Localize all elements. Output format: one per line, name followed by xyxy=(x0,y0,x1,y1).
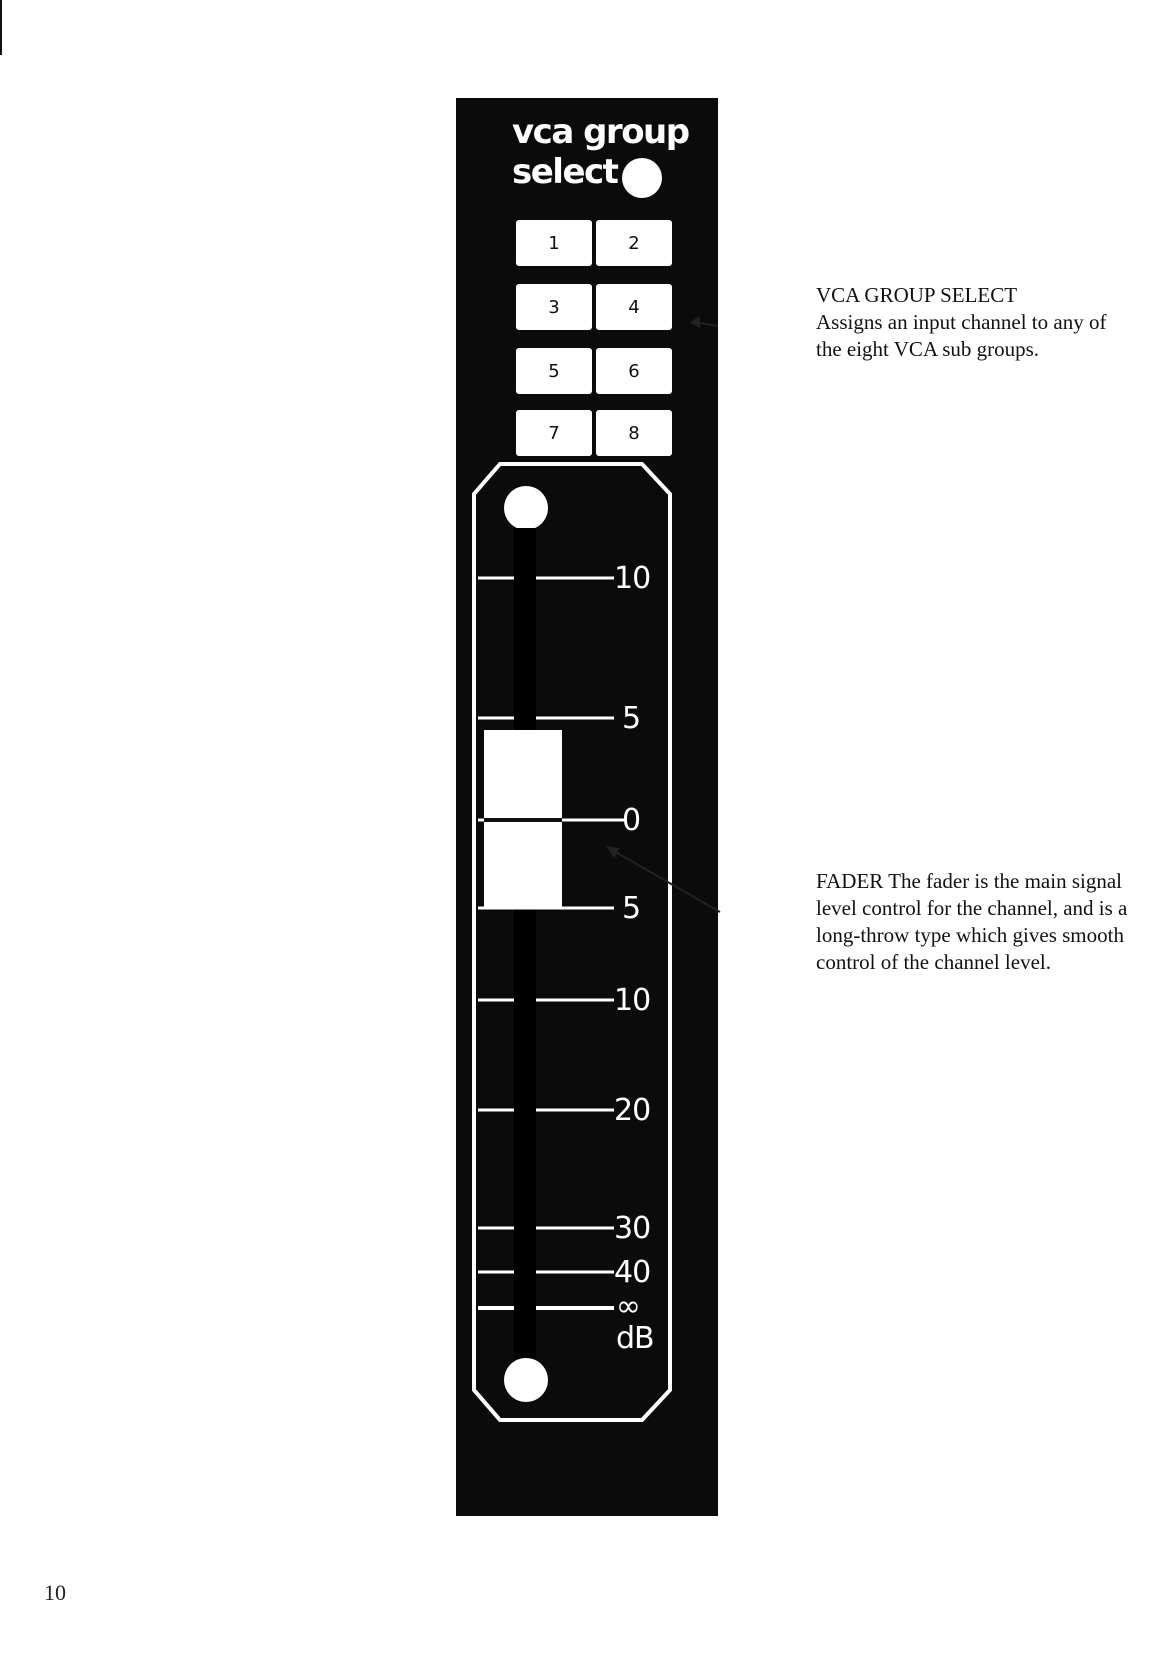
scale-label-minus10: 10 xyxy=(614,983,651,1018)
vca-group-button-7[interactable]: 7 xyxy=(516,410,592,456)
panel-title-line2: select xyxy=(512,152,618,192)
scale-label-minus20: 20 xyxy=(614,1093,651,1128)
scale-label-db-unit: dB xyxy=(616,1321,654,1356)
fader-callout xyxy=(816,868,1136,976)
scale-label-minus40: 40 xyxy=(614,1255,651,1290)
scale-label-plus5: 5 xyxy=(622,701,641,736)
scale-label-plus10: 10 xyxy=(614,561,651,596)
vca-callout-body: Assigns an input channel to any of the eight VCA sub groups. xyxy=(816,310,1107,361)
scale-label-infinity: ∞ xyxy=(616,1289,640,1324)
fader-callout-body: FADER The fader is the main signal level control for the channel, and is a long-throw type which gives smooth control of the channel level. xyxy=(816,869,1128,974)
vca-group-button-4[interactable]: 4 xyxy=(596,284,672,330)
vca-callout-heading: VCA GROUP SELECT xyxy=(816,283,1018,307)
fader-callout-arrow xyxy=(612,850,720,912)
scale-label-minus30: 30 xyxy=(614,1211,651,1246)
vca-group-button-3[interactable]: 3 xyxy=(516,284,592,330)
scale-label-0: 0 xyxy=(622,803,641,838)
vca-group-button-8[interactable]: 8 xyxy=(596,410,672,456)
vca-group-button-6[interactable]: 6 xyxy=(596,348,672,394)
vca-group-select-callout xyxy=(816,282,1136,363)
vca-group-button-1[interactable]: 1 xyxy=(516,220,592,266)
panel-title-line1: vca group xyxy=(512,112,689,152)
scale-label-minus5: 5 xyxy=(622,891,641,926)
vca-group-button-5[interactable]: 5 xyxy=(516,348,592,394)
vca-group-button-2[interactable]: 2 xyxy=(596,220,672,266)
page-number: 10 xyxy=(44,1580,66,1605)
